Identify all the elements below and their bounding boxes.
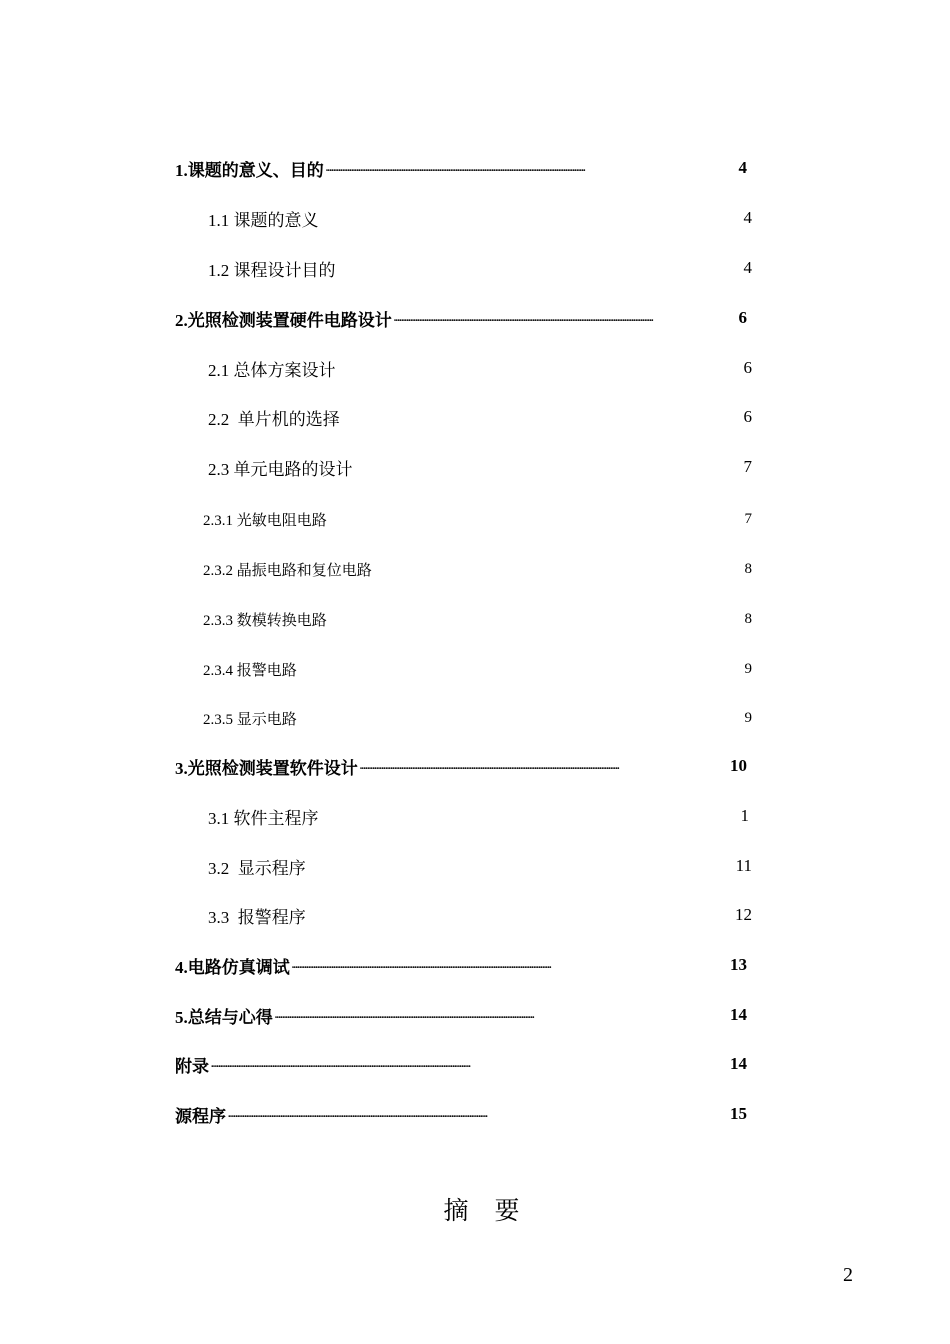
toc-entry-title: 2.3.5 显示电路	[203, 711, 297, 728]
toc-leader-dots	[360, 753, 726, 779]
toc-entry-title: 3.光照检测装置软件设计	[175, 758, 358, 778]
toc-entry[interactable]	[203, 656, 752, 682]
toc-entry-page: 11	[735, 856, 752, 875]
toc-entry-page: 6	[743, 358, 752, 377]
toc-entry[interactable]	[208, 454, 752, 480]
toc-entry-page: 4	[738, 158, 747, 177]
toc-entry-title: 3.2 显示程序	[208, 858, 306, 878]
toc-entry-title: 2.3.2 晶振电路和复位电路	[203, 562, 372, 579]
toc-entry-page: 9	[744, 660, 752, 677]
toc-entry[interactable]	[208, 355, 752, 381]
toc-entry-title: 2.3.4 报警电路	[203, 662, 297, 679]
toc-leader-dots	[228, 1101, 726, 1127]
toc-entry-page: 7	[743, 457, 752, 476]
toc-entry-title: 2.光照检测装置硬件电路设计	[175, 310, 392, 330]
toc-entry-title: 3.3 报警程序	[208, 907, 306, 927]
toc-entry-page: 15	[730, 1104, 747, 1123]
toc-entry[interactable]	[208, 404, 752, 430]
toc-entry[interactable]	[175, 753, 747, 779]
toc-entry-page: 4	[743, 258, 752, 277]
toc-entry-title: 附录	[175, 1056, 209, 1076]
toc-entry-title: 1.2 课程设计目的	[208, 260, 336, 280]
toc-entry[interactable]	[208, 205, 752, 231]
toc-entry[interactable]	[203, 506, 752, 532]
toc-entry-page: 4	[743, 208, 752, 227]
toc-entry-title: 1.课题的意义、目的	[175, 160, 324, 180]
toc-entry[interactable]	[208, 803, 752, 829]
toc-entry-title: 5.总结与心得	[175, 1007, 273, 1027]
toc-entry-title: 2.3.3 数模转换电路	[203, 612, 327, 629]
toc-entry[interactable]	[203, 705, 752, 731]
toc-entry-page: 13	[730, 955, 747, 974]
toc-entry[interactable]	[175, 952, 747, 978]
toc-entry-title: 2.2 单片机的选择	[208, 409, 340, 429]
toc-entry-page: 6	[738, 308, 747, 327]
toc-entry-page: 14	[730, 1005, 747, 1024]
abstract-heading: 摘要	[443, 1196, 546, 1225]
toc-leader-dots	[326, 155, 735, 181]
toc-entry-title: 4.电路仿真调试	[175, 957, 290, 977]
page-number: 2	[843, 1264, 853, 1286]
toc-entry[interactable]	[175, 305, 747, 331]
toc-entry[interactable]	[208, 853, 752, 879]
toc-entry[interactable]	[175, 155, 747, 181]
toc-leader-dots	[211, 1051, 726, 1077]
toc-entry[interactable]	[175, 1051, 747, 1077]
toc-entry[interactable]	[203, 556, 752, 582]
toc-entry-page: 7	[744, 510, 752, 527]
toc-entry[interactable]	[175, 1101, 747, 1127]
toc-entry-page: 8	[744, 610, 752, 627]
toc-entry-page: 1	[740, 806, 749, 825]
toc-entry[interactable]	[208, 255, 752, 281]
toc-entry-title: 3.1 软件主程序	[208, 808, 319, 828]
toc-entry-title: 源程序	[175, 1106, 226, 1126]
toc-entry-title: 2.3.1 光敏电阻电路	[203, 512, 327, 529]
toc-entry-title: 2.3 单元电路的设计	[208, 459, 353, 479]
toc-leader-dots	[394, 305, 735, 331]
toc-entry-page: 12	[735, 905, 752, 924]
toc-entry-title: 1.1 课题的意义	[208, 210, 319, 230]
toc-entry[interactable]	[203, 606, 752, 632]
toc-entry-page: 8	[744, 560, 752, 577]
toc-leader-dots	[292, 952, 726, 978]
toc-entry-page: 14	[730, 1054, 747, 1073]
toc-entry-page: 9	[744, 709, 752, 726]
toc-leader-dots	[275, 1002, 726, 1028]
toc-entry-title: 2.1 总体方案设计	[208, 360, 336, 380]
toc-entry-page: 10	[730, 756, 747, 775]
toc-entry[interactable]	[175, 1002, 747, 1028]
toc-entry[interactable]	[208, 902, 752, 928]
toc-entry-page: 6	[743, 407, 752, 426]
